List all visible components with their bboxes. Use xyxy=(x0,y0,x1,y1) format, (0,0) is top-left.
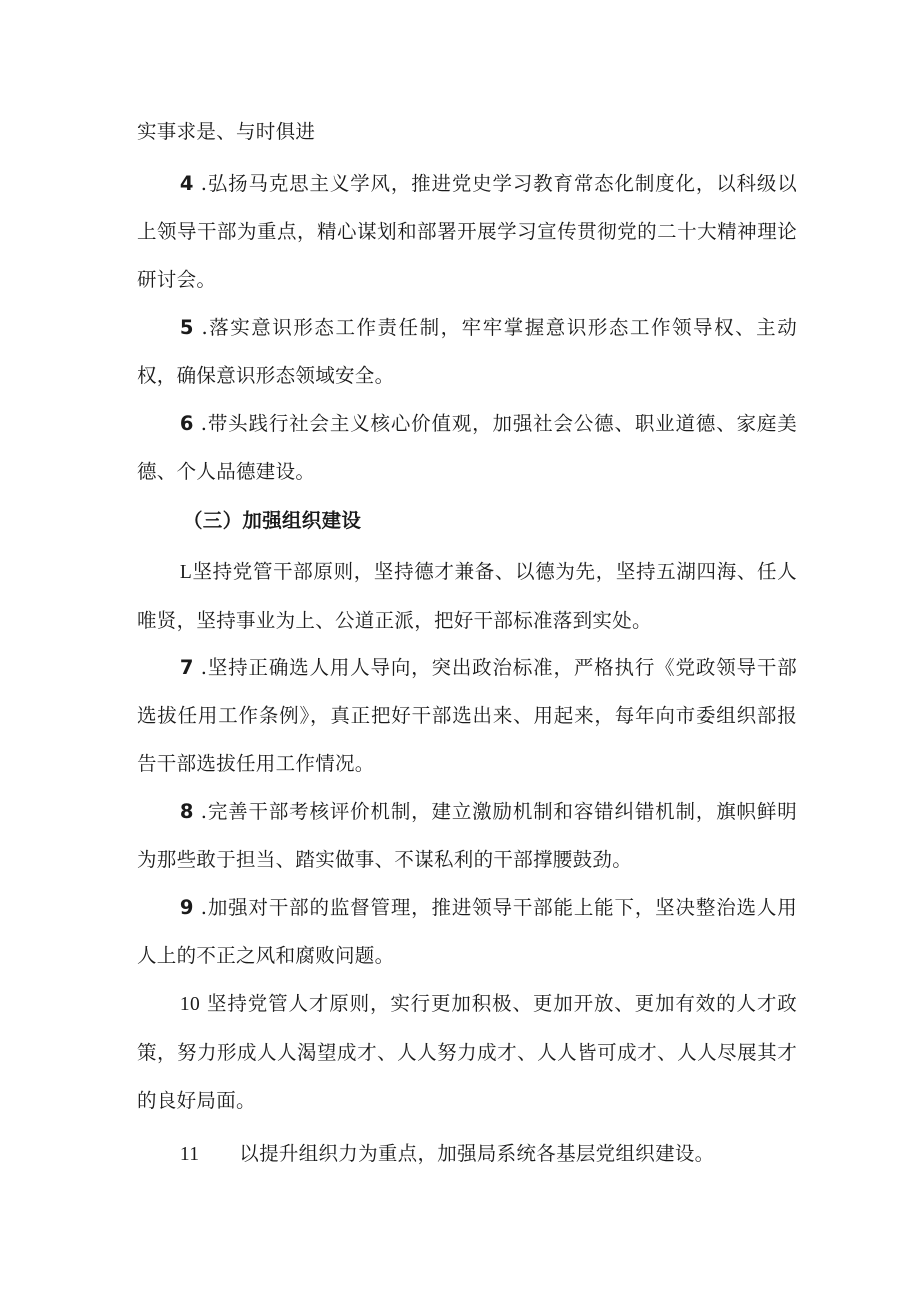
item-number: 7 xyxy=(179,656,194,679)
paragraph-text: .弘扬马克思主义学风，推进党史学习教育常态化制度化，以科级以上领导干部为重点，精心谋划和部署开展学习宣传贯彻党的二十大精神理论研讨会。 xyxy=(137,172,797,291)
paragraph-item-11 xyxy=(137,1130,797,1179)
paragraph-text: .带头践行社会主义核心价值观，加强社会公德、职业道德、家庭美德、个人品德建设。 xyxy=(137,412,797,483)
paragraph-text: .落实意识形态工作责任制，牢牢掌握意识形态工作领导权、主动权，确保意识形态领域安全。 xyxy=(137,316,797,387)
paragraph-item-10 xyxy=(137,980,797,1125)
paragraph-text: 坚持党管人才原则，实行更加积极、更加开放、更加有效的人才政策，努力形成人人渴望成才、人人努力成才、人人皆可成才、人人尽展其才的良好局面。 xyxy=(137,992,797,1112)
section-heading: （三）加强组织建设 xyxy=(183,509,362,532)
item-number: 4 xyxy=(179,172,194,195)
item-number: 5 xyxy=(179,316,194,339)
paragraph-item-8 xyxy=(137,788,797,884)
paragraph-item-7 xyxy=(137,644,797,788)
paragraph-item-6 xyxy=(137,400,797,496)
item-number: 6 xyxy=(179,412,194,435)
item-number: 11 xyxy=(179,1144,200,1165)
paragraph-item-4 xyxy=(137,160,797,304)
item-number: 10 xyxy=(179,994,200,1015)
paragraph-item-1 xyxy=(137,548,797,645)
paragraph-text: 坚持党管干部原则，坚持德才兼备、以德为先，坚持五湖四海、任人唯贤，坚持事业为上、公道正派，把好干部标准落到实处。 xyxy=(137,560,797,632)
paragraph-text: 实事求是、与时俱进 xyxy=(137,120,316,143)
paragraph-text: .加强对干部的监督管理，推进领导干部能上能下，坚决整治选人用人上的不正之风和腐败问题。 xyxy=(137,896,797,967)
paragraph-text: .完善干部考核评价机制，建立激励机制和容错纠错机制，旗帜鲜明为那些敢于担当、踏实做事、不谋私利的干部撑腰鼓劲。 xyxy=(137,800,797,871)
paragraph-text: 以提升组织力为重点，加强局系统各基层党组织建设。 xyxy=(239,1142,715,1165)
item-number: 8 xyxy=(179,800,194,823)
paragraph-item-9 xyxy=(137,884,797,980)
paragraph-continuation xyxy=(137,108,797,156)
paragraph-text: .坚持正确选人用人导向，突出政治标准，严格执行《党政领导干部选拔任用工作条例》，真正把好干部选出来、用起来，每年向市委组织部报告干部选拔任用工作情况。 xyxy=(137,656,797,775)
item-number: 9 xyxy=(179,896,194,919)
paragraph-item-5 xyxy=(137,304,797,400)
item-number: L xyxy=(179,562,193,583)
